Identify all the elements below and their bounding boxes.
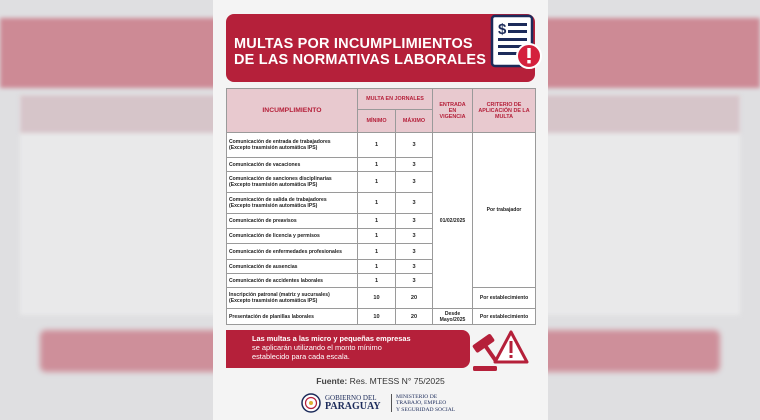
page-title [234,36,494,68]
row-item: Comunicación de preavisos [227,214,358,229]
header-minimo: MÍNIMO [358,110,396,133]
criterio-inscripcion: Por establecimiento [473,288,536,309]
row-min: 1 [358,158,396,172]
gob-line-2: PARAGUAY [325,401,381,412]
row-max: 3 [396,133,433,158]
row-min: 10 [358,288,396,309]
ministry-logo-text [396,394,455,413]
table-row [227,309,536,325]
row-min: 1 [358,193,396,214]
title-line-2: DE LAS NORMATIVAS LABORALES [234,52,487,68]
government-seal-icon [301,393,321,413]
ministry-line-1: MINISTERIO DE [396,394,438,400]
row-item: Comunicación de vacaciones [227,158,358,172]
row-max: 3 [396,193,433,214]
row-max: 3 [396,172,433,193]
header-multa-jornales: MULTA EN JORNALES [358,89,433,110]
row-item: Comunicación de enfermedades profesionales [227,244,358,260]
row-max: 20 [396,288,433,309]
ministry-line-2: TRABAJO, EMPLEO [396,400,447,407]
svg-text:$: $ [498,21,507,38]
gavel-warning-icon [471,326,529,374]
footer-logos [301,392,501,414]
row-max: 3 [396,229,433,244]
row-item: Comunicación de entrada de trabajadores (Excepto trasmisión automática IPS) [227,133,358,158]
note-line-1: Las multas a las micro y pequeñas empresas [252,334,411,343]
source-label: Fuente: [316,376,348,386]
row-item: Comunicación de licencia y permisos [227,229,358,244]
row-item: Comunicación de accidentes laborales [227,274,358,288]
government-logo-text [325,394,381,412]
note-line-3: establecido para cada escala. [252,352,350,361]
entrada-vigencia-value: 01/02/2025 [433,133,473,309]
note-text [252,334,467,361]
row-max: 3 [396,274,433,288]
row-min: 1 [358,172,396,193]
row-max: 3 [396,214,433,229]
footer-divider [391,394,392,412]
row-min: 10 [358,309,396,325]
header-incumplimiento: INCUMPLIMIENTO [227,89,358,133]
row-item: Comunicación de sanciones disciplinarias (Excepto trasmisión automática IPS) [227,172,358,193]
title-line-1: MULTAS POR INCUMPLIMIENTOS [234,36,473,52]
source-text: Res. MTESS N° 75/2025 [349,376,445,386]
row-min: 1 [358,229,396,244]
row-min: 1 [358,244,396,260]
row-min: 1 [358,274,396,288]
row-item: Presentación de planillas laborales [227,309,358,325]
header-maximo: MÁXIMO [396,110,433,133]
header-entrada-vigencia: ENTRADA EN VIGENCIA [433,89,473,133]
row-max: 3 [396,158,433,172]
document-warning-icon [488,14,544,74]
row-item: Comunicación de ausencias [227,260,358,274]
source-note [213,376,548,386]
table-row [227,288,536,309]
row-item: Inscripción patronal (matriz y sucursales) (Excepto trasmisión automática IPS) [227,288,358,309]
fines-table [226,88,536,325]
row-item: Comunicación de salida de trabajadores (Excepto trasmisión automática IPS) [227,193,358,214]
entrada-vigencia-last: Desde Mayo/2025 [433,309,473,325]
table-row [227,133,536,158]
criterio-por-trabajador: Por trabajador [473,133,536,288]
note-line-2: se aplicarán utilizando el monto mínimo [252,343,382,352]
row-max: 3 [396,244,433,260]
poster [213,0,548,420]
row-min: 1 [358,260,396,274]
note-banner [226,330,470,368]
header-criterio: CRITERIO DE APLICACIÓN DE LA MULTA [473,89,536,133]
ministry-line-3: Y SEGURIDAD SOCIAL [396,406,456,413]
row-min: 1 [358,133,396,158]
row-min: 1 [358,214,396,229]
gob-line-1: GOBIERNO DEL [325,394,377,402]
criterio-planillas: Por establecimiento [473,309,536,325]
row-max: 20 [396,309,433,325]
row-max: 3 [396,260,433,274]
